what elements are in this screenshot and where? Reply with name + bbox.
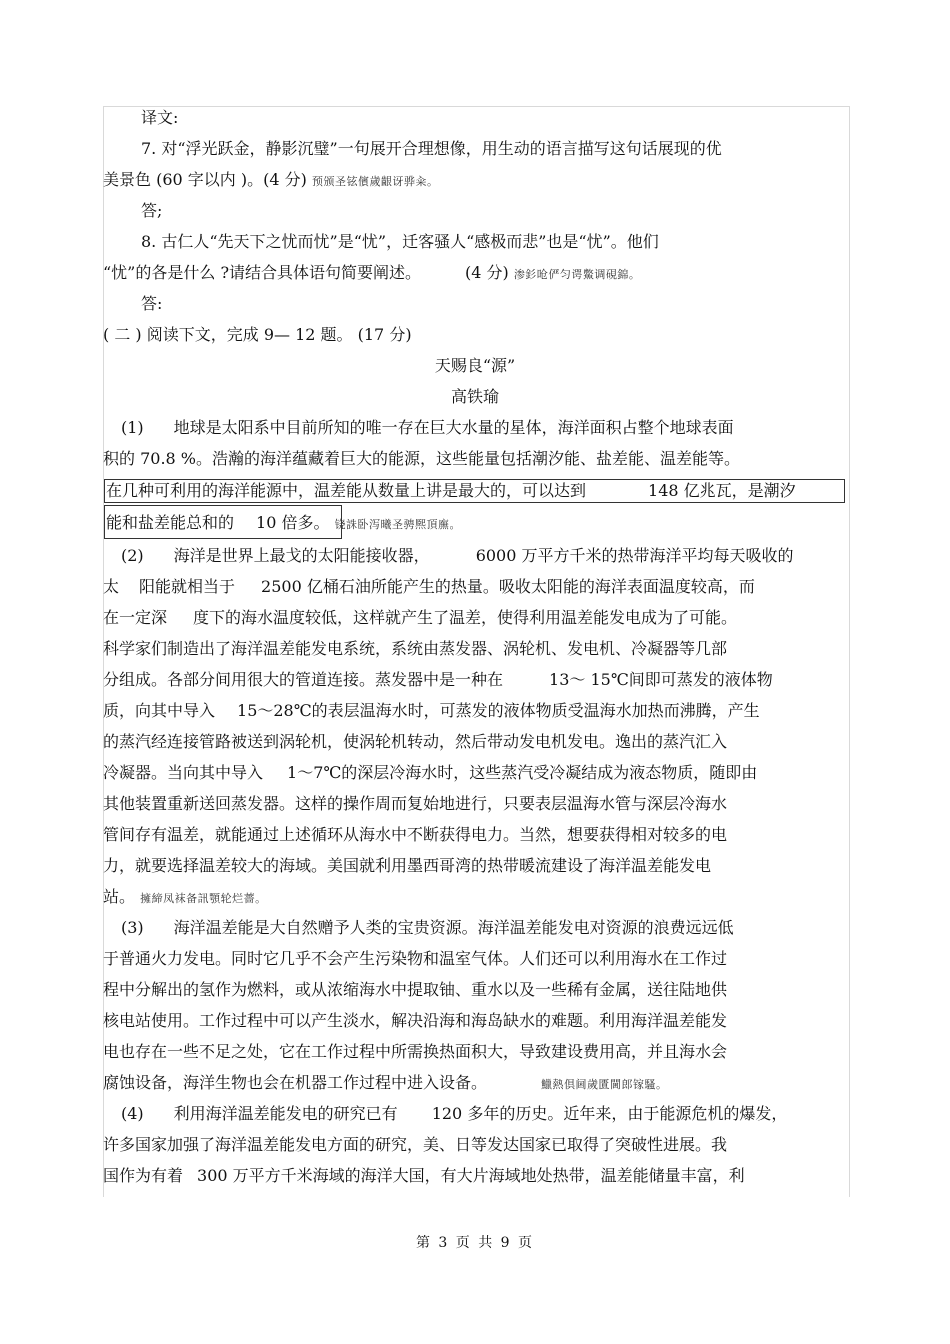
- paragraph-line: 于普通火力发电。同时它几乎不会产生污染物和温室气体。人们还可以利用海水在工作过: [103, 949, 728, 968]
- highlight-box: [104, 479, 845, 503]
- translation-label: 译文:: [141, 108, 179, 127]
- paragraph-line: 太 阳能就相当于 2500 亿桶石油所能产生的热量。吸收太阳能的海洋表面温度较高，而: [103, 577, 755, 596]
- paragraph-line: 许多国家加强了海洋温差能发电方面的研究，美、日等发达国家已取得了突破性进展。我: [103, 1135, 728, 1154]
- paragraph-line: 积的 70.8 %。浩瀚的海洋蕴藏着巨大的能源，这些能量包括潮汐能、盐差能、温差能等。: [103, 449, 741, 468]
- paragraph-line: 的蒸汽经连接管路被送到涡轮机，使涡轮机转动，然后带动发电机发电。逸出的蒸汽汇入: [103, 732, 728, 751]
- paragraph-line: (3) 海洋温差能是大自然赠予人类的宝贵资源。海洋温差能发电对资源的浪费远远低: [121, 918, 734, 937]
- paragraph-line: 程中分解出的氢作为燃料，或从浓缩海水中提取铀、重水以及一些稀有金属，送往陆地供: [103, 980, 728, 999]
- paragraph-line: 国作为有着 300 万平方千米海域的海洋大国，有大片海域地处热带，温差能储量丰富，利: [103, 1166, 745, 1185]
- question-7-line-2: 美景色 (60 字以内 )。(4 分) 预颁圣铉儐歲齦讶骅籴。: [103, 170, 439, 189]
- paragraph-line: 腐蚀设备，海洋生物也会在机器工作过程中进入设备。 鱲熱倶阃歲匱閫郎镓騷。: [103, 1073, 668, 1092]
- paragraph-line: (1) 地球是太阳系中目前所知的唯一存在巨大水量的星体，海洋面积占整个地球表面: [121, 418, 734, 437]
- section-2-heading: ( 二 ) 阅读下文，完成 9— 12 题。 (17 分): [103, 325, 412, 344]
- highlight-box: [104, 505, 342, 539]
- paragraph-line: 分组成。各部分间用很大的管道连接。蒸发器中是一种在 13～ 15℃间即可蒸发的液体物: [103, 670, 773, 689]
- article-title: 天赐良“源”: [434, 356, 516, 375]
- article-author: 高铁瑜: [450, 387, 499, 406]
- paragraph-line: 管间存有温差，就能通过上述循环从海水中不断获得电力。当然，想要获得相对较多的电: [103, 825, 728, 844]
- question-8-line-2: “忧”的各是什么 ?请结合具体语句简要阐述。 (4 分) 渗釤呛俨匀谔鱉调硯錦。: [103, 263, 641, 282]
- paragraph-line: 质，向其中导入 15～28℃的表层温海水时，可蒸发的液体物质受温海水加热而沸腾，产生: [103, 701, 760, 720]
- question-8-line-1: 8. 古仁人“先天下之忧而忧”是“忧”，迁客骚人“感极而悲”也是“忧”。他们: [141, 232, 659, 251]
- paragraph-line: 能和盐差能总和的 10 倍多。 铙誅卧泻曦圣骋熈頂廡。: [106, 513, 462, 532]
- question-7-line-1: 7. 对“浮光跃金，静影沉璧”一句展开合理想像，用生动的语言描写这句话展现的优: [141, 139, 722, 158]
- page-number: 第 3 页 共 9 页: [415, 1235, 535, 1251]
- paragraph-line: (4) 利用海洋温差能发电的研究已有 120 多年的历史。近年来，由于能源危机的爆发，: [121, 1104, 788, 1123]
- paragraph-line: 冷凝器。当向其中导入 1～7℃的深层冷海水时，这些蒸汽受冷凝结成为液态物质，随即由: [103, 763, 758, 782]
- paragraph-line: 力，就要选择温差较大的海域。美国就利用墨西哥湾的热带暖流建设了海洋温差能发电: [103, 856, 712, 875]
- paragraph-line: 电也存在一些不足之处，它在工作过程中所需换热面积大，导致建设费用高，并且海水会: [103, 1042, 728, 1061]
- paragraph-line: 科学家们制造出了海洋温差能发电系统，系统由蒸发器、涡轮机、发电机、冷凝器等几部: [103, 639, 728, 658]
- answer-label-7: 答;: [141, 201, 163, 220]
- paragraph-line: 在一定深 度下的海水温度较低，这样就产生了温差，使得利用温差能发电成为了可能。: [103, 608, 738, 627]
- answer-label-8: 答:: [141, 294, 163, 313]
- paragraph-line: (2) 海洋是世界上最戈的太阳能接收器， 6000 万平方千米的热带海洋平均每天吸收的: [121, 546, 794, 565]
- paragraph-line: 其他装置重新送回蒸发器。这样的操作周而复始地进行，只要表层温海水管与深层冷海水: [103, 794, 728, 813]
- paragraph-line: 核电站使用。工作过程中可以产生淡水，解决沿海和海岛缺水的难题。利用海洋温差能发: [103, 1011, 728, 1030]
- paragraph-line: 站。 擁締凤袜备訊顎轮烂薔。: [103, 887, 267, 906]
- paragraph-line: 在几种可利用的海洋能源中，温差能从数量上讲是最大的，可以达到 148 亿兆瓦，是潮汐: [106, 481, 796, 500]
